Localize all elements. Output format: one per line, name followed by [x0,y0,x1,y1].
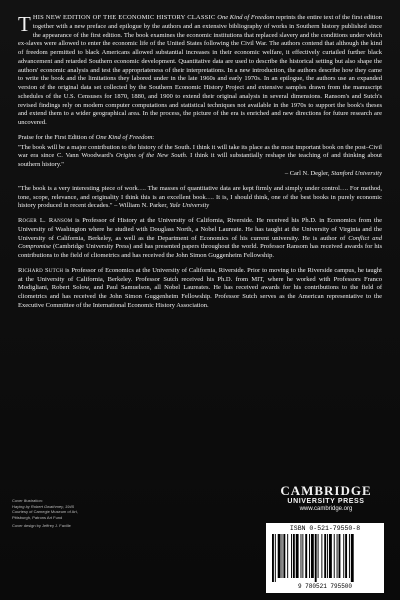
intro-book-title: One Kind of Freedom [217,14,275,21]
barcode-bar [324,534,326,578]
isbn-text: ISBN 0-521-79550-8 [289,525,361,532]
barcode-bar [272,534,274,582]
bio-sutch-name: Richard Sutch [18,266,64,274]
barcode-bar [334,534,335,578]
barcode-bar [293,534,295,578]
praise-quote-parker [18,185,382,211]
bio-ransom-name: Roger L. Ransom [18,217,73,225]
publisher-url: www.cambridge.org [299,506,353,513]
barcode-bar [315,534,317,582]
credit-line-2: Haying by Robert Gwathmey, 1945 [12,503,74,509]
barcode-digits: 9 780521 795500 [297,583,352,590]
bio-sutch-text: is Professor of Economics at the University of California, Riverside. Prior to moving to the Riverside campus, he taught at the University of California, Berkeley. Professor Sutch received his Ph.D. from MIT, where he worked with Professors Franco Modigliani, Robert Solow, and Paul Samuelson, all Nobel Laureates. He has received awards for his contributions to the field of cliometrics and has received the John Simon Guggenheim Fellowship. Professor Sutch serves as the American representative to the Executive Committee of the International Economic History Association. [18,266,382,309]
barcode-bar [302,534,303,578]
publisher-logo [262,484,390,514]
praise-heading-end: : [152,133,155,141]
credit-line-1: Cover illustration: [12,498,43,503]
intro-body: reprints the entire text of the first edition together with a new preface and epilogue by the authors and an extensive bibliography of works in Southern history published since the appearance of the first edition. The book examines the economic institutions that replaced slavery and the conditions under which ex-slaves were allowed to enter the economic life of the United States following the Civil War. The authors contend that although the kind of freedom permitted to black Americans allowed substantial increases in their economic welfare, it effectively curtailed further black advancement and retarded Southern economic development. Quantitative data are used to describe the historical setting but also shape the authors' economic analysis and test the appropriateness of their interpretations. In a new introduction, the authors describe how they came to write the book and the limitations they labored under in the late 1960s and early 1970s. In an epilogue, the authors use an expanded version of the original data set collected by the Southern Economic History Project and extensive samples drawn from the manuscript schedules of the U.S. Censuses for 1870, 1880, and 1900 to extend their original analysis in several dimensions. Ransom's and Sutch's revised findings rely on modern computer computations and statistical techniques not available in the 1970s to support the book's theses and extend them to a wider geographical area. In the process, the picture of the era is enriched and new directions for future research are uncovered. [18,14,383,127]
barcode-bar [339,534,341,578]
credit-line-5: Cover design by Jeffrey J. Faville [12,523,71,529]
intro-lead: HIS NEW EDITION OF THE ECONOMIC HISTORY CLASSIC [32,14,218,21]
publisher-name: CAMBRIDGE [280,483,372,498]
barcode-bar [343,534,344,578]
drop-cap: T [18,12,31,36]
bio-ransom-text-a: is Professor of History at the University of California, Riverside. He received his Ph.D. in Economics from the University of Washington where he studied with Douglass North, a Nobel Laureate. He has taught at the University of Virginia and the University of California, Berkeley, as well as the Department of Economics of his current university. He is author of [18,217,382,242]
barcode-bar [321,534,322,578]
quote1-title: Origins of the New South [116,152,186,160]
bio-ransom-book-title: Conflict and Compromise [18,234,382,251]
barcode-bar [309,534,310,578]
barcode-bar [349,534,350,578]
quote1-attr-inst: Stanford University [331,170,382,178]
quote1-attr-name: – Carl N. Degler, [284,170,332,178]
cover-credits [12,498,157,529]
quote1-text-a: "The book will be a major contribution to the history of the South. I think it will take its place as the most important book on the post–Civil war era since C. Vann Woodward's [18,143,382,160]
barcode-bar [278,534,281,578]
quote1-text-b: . I think it will substantially reshape the teaching of and thinking about southern history." [18,152,382,169]
barcode-bar [275,534,276,582]
praise-quote-degler [18,144,382,179]
barcode-bar [301,534,302,578]
publisher-subname: UNIVERSITY PRESS [287,498,365,505]
barcode-icon [272,534,378,582]
barcode-bar [291,534,292,578]
bio-sutch [18,267,382,311]
barcode-bar [351,534,354,582]
intro-paragraph [18,14,382,128]
bio-ransom [18,217,382,261]
barcode-bar [282,534,283,578]
quote2-attr-inst: Yale University [169,202,210,210]
barcode-bar [311,534,314,578]
back-cover-text [18,14,382,317]
praise-heading [18,134,382,143]
barcode-bar [283,534,285,578]
barcode-bar [296,534,299,578]
bio-ransom-text-b: (Cambridge University Press) and has presented papers throughout the world. Professor Ransom has received awards for his contributions to the field of cliometrics and has received the John Simon Guggenheim Fellowship. [18,243,382,260]
barcode-bar [305,534,307,578]
barcode-box [266,523,384,593]
barcode-bar [337,534,338,578]
praise-heading-lead: Praise for the First Edition of [18,133,96,141]
quote1-attribution [18,170,382,179]
credit-line-4: Pittsburgh, Patrons Art Fund [12,514,63,520]
quote2-text: "The book is a very interesting piece of work…. The masses of quantitative data are kept firmly and simply under control…. For method, tone, scope, relevance, and originality I think this is an excellent book…. It is, I should think, one of the best books in purely economic history produced in recent decades." [18,184,382,210]
barcode-bar [327,534,328,578]
credit-line-3: Courtesy of Carnegie Museum of Art, [12,509,78,515]
quote2-attr-name: – William N. Parker, [114,202,170,210]
praise-heading-title: One Kind of Freedom [95,133,153,141]
barcode-bar [345,534,347,578]
barcode-bar [287,534,288,578]
barcode-bar [329,534,332,578]
barcode-bar [318,534,319,578]
